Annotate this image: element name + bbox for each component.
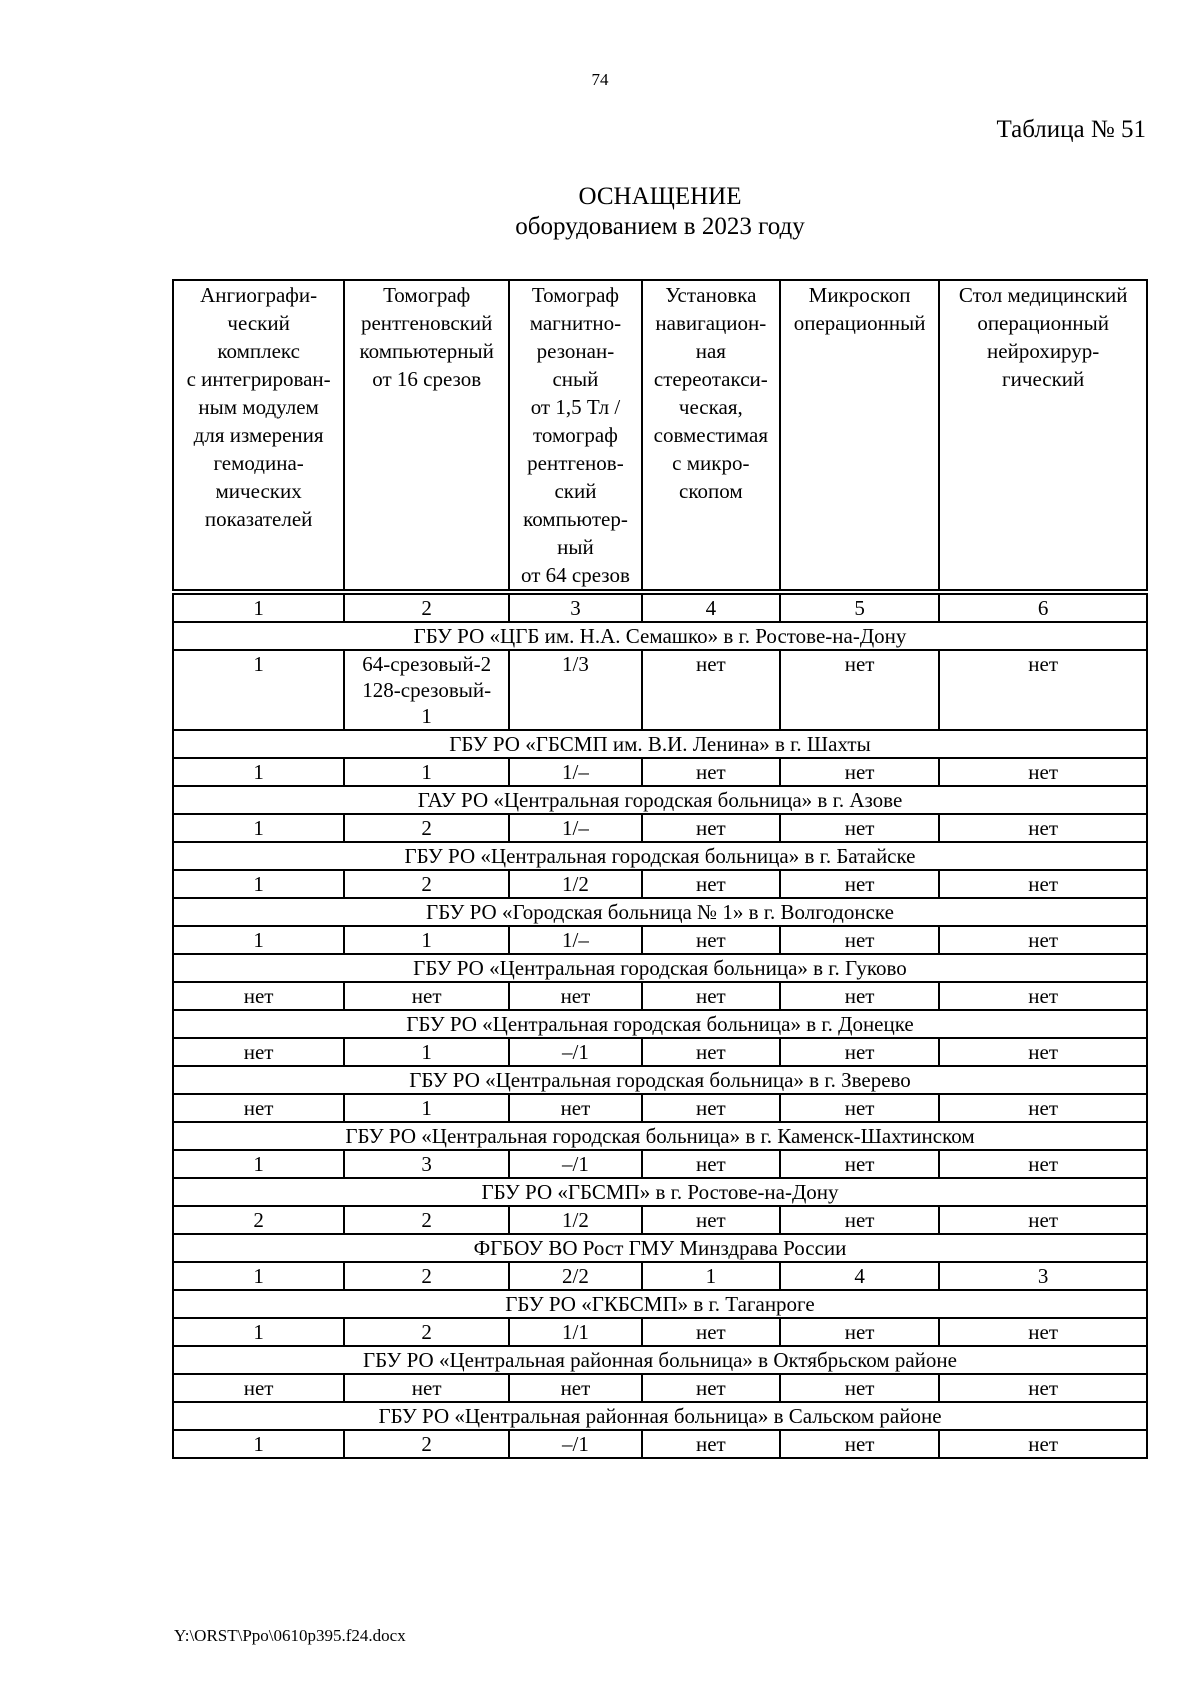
- cell-value: нет: [1028, 1096, 1059, 1120]
- cell-value: нет: [695, 760, 726, 784]
- equipment-table: [172, 279, 1148, 1459]
- table-cell: [642, 1094, 780, 1122]
- table-cell: [509, 926, 642, 954]
- institution-name: ФГБОУ ВО Рост ГМУ Минздрава России: [173, 1234, 1147, 1262]
- table-cell: [173, 1206, 344, 1234]
- cell-value: нет: [695, 1376, 726, 1400]
- column-header-line: операционный: [793, 311, 926, 335]
- table-cell: [642, 814, 780, 842]
- column-header-line: томограф: [533, 423, 618, 447]
- table-cell: [939, 870, 1147, 898]
- table-cell: [780, 1318, 939, 1346]
- table-cell: [173, 758, 344, 786]
- table-cell: [344, 1374, 509, 1402]
- cell-value: нет: [695, 928, 726, 952]
- cell-value: 128-срезовый-: [362, 678, 492, 702]
- section-row: [173, 1290, 1147, 1318]
- table-row: [173, 1038, 1147, 1066]
- cell-value: нет: [695, 652, 726, 676]
- column-header-line: ческая,: [678, 395, 743, 419]
- cell-value: нет: [1028, 984, 1059, 1008]
- column-header-line: совместимая: [653, 423, 769, 447]
- section-row: [173, 1402, 1147, 1430]
- table-cell: [642, 1150, 780, 1178]
- table-row: [173, 1094, 1147, 1122]
- cell-value: нет: [1028, 1208, 1059, 1232]
- table-row: [173, 926, 1147, 954]
- cell-value: 1: [253, 1320, 264, 1344]
- table-cell: [344, 814, 509, 842]
- table-row: [173, 870, 1147, 898]
- section-row: [173, 730, 1147, 758]
- cell-value: нет: [844, 872, 875, 896]
- table-cell: [642, 758, 780, 786]
- column-header-5: [780, 280, 939, 592]
- cell-value: нет: [1028, 816, 1059, 840]
- column-header-line: от 16 срезов: [372, 367, 482, 391]
- table-cell: [509, 1150, 642, 1178]
- table-cell: [344, 1262, 509, 1290]
- section-row: [173, 1122, 1147, 1150]
- cell-value: 1/1: [562, 1320, 589, 1344]
- table-cell: [173, 1038, 344, 1066]
- cell-value: 1: [421, 704, 432, 728]
- table-cell: [939, 650, 1147, 730]
- cell-value: –/1: [562, 1040, 589, 1064]
- table-cell: [344, 1038, 509, 1066]
- table-row: [173, 650, 1147, 730]
- cell-value: 2: [421, 1264, 432, 1288]
- table-cell: [780, 1430, 939, 1458]
- column-header-1: [173, 280, 344, 592]
- table-cell: [642, 1038, 780, 1066]
- cell-value: нет: [844, 984, 875, 1008]
- cell-value: нет: [1028, 652, 1059, 676]
- cell-value: 1/–: [562, 760, 589, 784]
- column-header-6: [939, 280, 1147, 592]
- column-header-line: ский: [554, 479, 597, 503]
- column-number: 6: [939, 592, 1147, 622]
- institution-name: ГБУ РО «Центральная районная больница» в Сальском районе: [173, 1402, 1147, 1430]
- cell-value: нет: [844, 1040, 875, 1064]
- table-cell: [344, 870, 509, 898]
- table-cell: [939, 926, 1147, 954]
- column-number: 5: [780, 592, 939, 622]
- section-row: [173, 1066, 1147, 1094]
- cell-value: 2: [421, 1432, 432, 1456]
- cell-value: 1: [253, 1264, 264, 1288]
- table-row: [173, 1430, 1147, 1458]
- section-row: [173, 954, 1147, 982]
- cell-value: нет: [560, 1096, 591, 1120]
- cell-value: нет: [1028, 1152, 1059, 1176]
- cell-value: 1: [253, 928, 264, 952]
- column-header-line: гический: [1002, 367, 1085, 391]
- table-cell: [509, 1094, 642, 1122]
- table-label: Таблица № 51: [996, 116, 1146, 143]
- table-cell: [642, 982, 780, 1010]
- column-header-3: [509, 280, 642, 592]
- table-cell: [509, 758, 642, 786]
- column-number: 4: [642, 592, 780, 622]
- table-row: [173, 1318, 1147, 1346]
- table-cell: [780, 1038, 939, 1066]
- table-row: [173, 1262, 1147, 1290]
- column-number: 3: [509, 592, 642, 622]
- table-cell: [173, 1094, 344, 1122]
- table-cell: [344, 1094, 509, 1122]
- table-cell: [509, 1206, 642, 1234]
- table-cell: [173, 1150, 344, 1178]
- table-row: [173, 1374, 1147, 1402]
- column-number: 2: [344, 592, 509, 622]
- table-cell: [173, 1318, 344, 1346]
- institution-name: ГБУ РО «ГКБСМП» в г. Таганроге: [173, 1290, 1147, 1318]
- column-header-line: для измерения: [193, 423, 324, 447]
- table-cell: [780, 982, 939, 1010]
- table-cell: [642, 1430, 780, 1458]
- table-cell: [939, 1374, 1147, 1402]
- column-header-line: с интегрирован-: [186, 367, 331, 391]
- cell-value: нет: [695, 1096, 726, 1120]
- table-cell: [939, 758, 1147, 786]
- column-header-4: [642, 280, 780, 592]
- column-header-line: Установка: [665, 283, 757, 307]
- table-cell: [642, 1262, 780, 1290]
- cell-value: 4: [854, 1264, 865, 1288]
- cell-value: 1: [421, 928, 432, 952]
- cell-value: 1: [705, 1264, 717, 1288]
- column-header-line: компьютерный: [359, 339, 494, 363]
- column-number-row: [173, 592, 1147, 622]
- cell-value: –/1: [562, 1432, 589, 1456]
- cell-value: 1: [253, 760, 264, 784]
- cell-value: 1: [421, 1040, 432, 1064]
- table-row: [173, 1150, 1147, 1178]
- table-cell: [509, 650, 642, 730]
- column-header-line: комплекс: [217, 339, 300, 363]
- column-header-line: ная: [695, 339, 726, 363]
- cell-value: нет: [844, 1096, 875, 1120]
- column-header-2: [344, 280, 509, 592]
- table-cell: [173, 650, 344, 730]
- cell-value: нет: [695, 816, 726, 840]
- table-cell: [344, 1150, 509, 1178]
- cell-value: нет: [844, 928, 875, 952]
- column-header-line: показателей: [204, 507, 313, 531]
- column-header-line: магнитно-: [529, 311, 622, 335]
- column-header-line: сный: [552, 367, 599, 391]
- cell-value: 2: [421, 816, 432, 840]
- cell-value: нет: [695, 1320, 726, 1344]
- cell-value: 1/–: [562, 816, 589, 840]
- table-cell: [173, 982, 344, 1010]
- section-row: [173, 842, 1147, 870]
- institution-name: ГБУ РО «ГБСМП им. В.И. Ленина» в г. Шахты: [173, 730, 1147, 758]
- section-row: [173, 622, 1147, 650]
- table-cell: [939, 1262, 1147, 1290]
- header-row: [173, 280, 1147, 592]
- footer-file-path: Y:\ORST\Ppo\0610p395.f24.docx: [174, 1626, 406, 1645]
- column-header-line: ным модулем: [198, 395, 319, 419]
- cell-value: нет: [411, 984, 442, 1008]
- cell-value: нет: [844, 1432, 875, 1456]
- column-header-line: ческий: [227, 311, 290, 335]
- cell-value: нет: [1028, 1320, 1059, 1344]
- table-cell: [173, 1262, 344, 1290]
- cell-value: 1/2: [562, 872, 589, 896]
- cell-value: нет: [695, 1040, 726, 1064]
- cell-value: нет: [560, 984, 591, 1008]
- table-cell: [642, 1318, 780, 1346]
- cell-value: нет: [411, 1376, 442, 1400]
- column-header-line: от 1,5 Тл /: [530, 395, 621, 419]
- table-cell: [642, 870, 780, 898]
- column-header-line: рентгеновский: [360, 311, 493, 335]
- cell-value: нет: [844, 1320, 875, 1344]
- column-header-line: скопом: [679, 479, 743, 503]
- table-cell: [642, 650, 780, 730]
- title-line-2: оборудованием в 2023 году: [515, 213, 805, 240]
- section-row: [173, 1010, 1147, 1038]
- document-title: [0, 182, 1200, 242]
- table-cell: [780, 758, 939, 786]
- table-cell: [509, 982, 642, 1010]
- cell-value: нет: [243, 1376, 274, 1400]
- column-header-line: навигацион-: [655, 311, 767, 335]
- cell-value: нет: [844, 1208, 875, 1232]
- institution-name: ГБУ РО «Центральная городская больница» в г. Батайске: [173, 842, 1147, 870]
- column-header-line: операционный: [977, 311, 1109, 335]
- column-header-line: Томограф: [383, 283, 471, 307]
- cell-value: 1/–: [562, 928, 589, 952]
- institution-name: ГБУ РО «ГБСМП» в г. Ростове-на-Дону: [173, 1178, 1147, 1206]
- table-cell: [939, 982, 1147, 1010]
- cell-value: нет: [1028, 1432, 1059, 1456]
- cell-value: нет: [1028, 1376, 1059, 1400]
- table-cell: [173, 814, 344, 842]
- cell-value: нет: [844, 1152, 875, 1176]
- table-cell: [780, 1262, 939, 1290]
- table-cell: [780, 1150, 939, 1178]
- institution-name: ГБУ РО «Центральная районная больница» в Октябрьском районе: [173, 1346, 1147, 1374]
- table-cell: [780, 650, 939, 730]
- table-cell: [642, 926, 780, 954]
- institution-name: ГБУ РО «Центральная городская больница» в г. Каменск-Шахтинском: [173, 1122, 1147, 1150]
- column-header-line: рентгенов-: [527, 451, 624, 475]
- cell-value: 1: [253, 652, 264, 676]
- table-row: [173, 758, 1147, 786]
- cell-value: нет: [844, 652, 875, 676]
- column-header-line: мических: [215, 479, 302, 503]
- cell-value: 2: [253, 1208, 264, 1232]
- table-cell: [344, 1430, 509, 1458]
- cell-value: нет: [695, 1432, 726, 1456]
- table-cell: [642, 1374, 780, 1402]
- column-header-line: Ангиографи-: [200, 283, 318, 307]
- cell-value: нет: [243, 984, 274, 1008]
- table-cell: [939, 814, 1147, 842]
- table-cell: [939, 1318, 1147, 1346]
- column-header-line: нейрохирур-: [987, 339, 1100, 363]
- column-number: 1: [173, 592, 344, 622]
- cell-value: 1/3: [562, 652, 589, 676]
- section-row: [173, 786, 1147, 814]
- table-cell: [509, 814, 642, 842]
- column-header-line: от 64 срезов: [520, 563, 630, 587]
- column-header-line: Микроскоп: [808, 283, 911, 307]
- cell-value: нет: [560, 1376, 591, 1400]
- section-row: [173, 1178, 1147, 1206]
- table-cell: [344, 650, 509, 730]
- table-cell: [344, 758, 509, 786]
- table-row: [173, 982, 1147, 1010]
- institution-name: ГАУ РО «Центральная городская больница» в г. Азове: [173, 786, 1147, 814]
- table-cell: [642, 1206, 780, 1234]
- table-cell: [173, 1430, 344, 1458]
- table-cell: [173, 926, 344, 954]
- cell-value: 1: [253, 1432, 264, 1456]
- table-cell: [344, 982, 509, 1010]
- table-cell: [780, 1094, 939, 1122]
- cell-value: нет: [844, 1376, 875, 1400]
- cell-value: нет: [844, 816, 875, 840]
- column-header-line: с микро-: [672, 451, 750, 475]
- table-cell: [509, 870, 642, 898]
- cell-value: нет: [695, 1208, 726, 1232]
- column-header-line: Томограф: [531, 283, 620, 307]
- table-cell: [509, 1318, 642, 1346]
- table-cell: [780, 870, 939, 898]
- table-cell: [509, 1374, 642, 1402]
- column-header-line: компьютер-: [523, 507, 628, 531]
- cell-value: 1: [253, 1152, 264, 1176]
- column-header-line: ный: [557, 535, 594, 559]
- cell-value: нет: [844, 760, 875, 784]
- cell-value: нет: [1028, 760, 1059, 784]
- institution-name: ГБУ РО «ЦГБ им. Н.А. Семашко» в г. Ростове-на-Дону: [173, 622, 1147, 650]
- section-row: [173, 1346, 1147, 1374]
- cell-value: 2: [421, 1320, 432, 1344]
- table-cell: [780, 1206, 939, 1234]
- cell-value: 1: [253, 872, 264, 896]
- cell-value: нет: [243, 1040, 274, 1064]
- column-header-line: Стол медицинский: [958, 283, 1128, 307]
- table-cell: [173, 1374, 344, 1402]
- table-row: [173, 1206, 1147, 1234]
- cell-value: 1: [421, 1096, 432, 1120]
- table-body: [173, 592, 1147, 1458]
- table-cell: [509, 1262, 642, 1290]
- cell-value: нет: [1028, 1040, 1059, 1064]
- section-row: [173, 898, 1147, 926]
- table-cell: [939, 1094, 1147, 1122]
- column-header-line: стереотакси-: [653, 367, 768, 391]
- table-cell: [344, 1318, 509, 1346]
- cell-value: –/1: [562, 1152, 589, 1176]
- institution-name: ГБУ РО «Городская больница № 1» в г. Волгодонске: [173, 898, 1147, 926]
- cell-value: нет: [695, 984, 726, 1008]
- table-cell: [780, 926, 939, 954]
- institution-name: ГБУ РО «Центральная городская больница» в г. Зверево: [173, 1066, 1147, 1094]
- table-cell: [509, 1430, 642, 1458]
- cell-value: 1: [253, 816, 264, 840]
- table-cell: [780, 1374, 939, 1402]
- cell-value: нет: [243, 1096, 274, 1120]
- table-cell: [939, 1038, 1147, 1066]
- table-cell: [344, 1206, 509, 1234]
- cell-value: нет: [1028, 928, 1059, 952]
- table-row: [173, 814, 1147, 842]
- table-cell: [939, 1430, 1147, 1458]
- cell-value: 64-срезовый-2: [362, 652, 492, 676]
- cell-value: 3: [1037, 1264, 1049, 1288]
- table-cell: [780, 814, 939, 842]
- cell-value: 1: [421, 760, 432, 784]
- section-row: [173, 1234, 1147, 1262]
- title-line-1: ОСНАЩЕНИЕ: [578, 183, 742, 210]
- cell-value: 1/2: [562, 1208, 589, 1232]
- cell-value: 2/2: [562, 1264, 589, 1288]
- column-header-line: резонан-: [536, 339, 615, 363]
- institution-name: ГБУ РО «Центральная городская больница» в г. Гуково: [173, 954, 1147, 982]
- cell-value: 2: [421, 872, 432, 896]
- cell-value: нет: [695, 1152, 726, 1176]
- table-cell: [344, 926, 509, 954]
- cell-value: нет: [695, 872, 726, 896]
- institution-name: ГБУ РО «Центральная городская больница» в г. Донецке: [173, 1010, 1147, 1038]
- cell-value: нет: [1028, 872, 1059, 896]
- table-cell: [939, 1206, 1147, 1234]
- table-cell: [939, 1150, 1147, 1178]
- cell-value: 2: [421, 1208, 432, 1232]
- table-cell: [509, 1038, 642, 1066]
- page-number: 74: [591, 70, 609, 89]
- table-cell: [173, 870, 344, 898]
- column-header-line: гемодина-: [213, 451, 304, 475]
- cell-value: 3: [421, 1152, 432, 1176]
